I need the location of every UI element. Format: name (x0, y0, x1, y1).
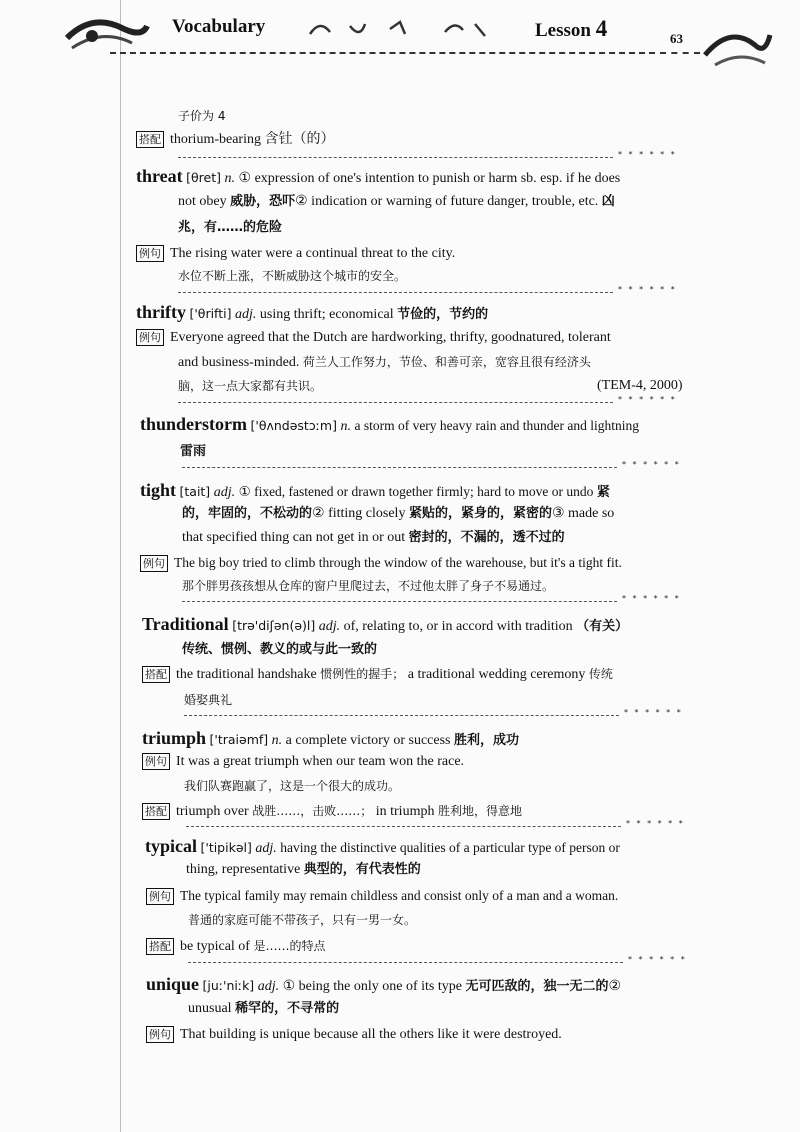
definition: ③ made so (551, 506, 615, 521)
example-text: Everyone agreed that the Dutch are hardworking, thrifty, goodnatured, tolerant (170, 330, 611, 345)
collocation-cn: 胜利地，得意地 (437, 804, 522, 818)
definition-continued (0, 860, 800, 880)
section-title: Vocabulary (172, 16, 266, 37)
example-cn: 水位不断上涨，不断威胁这个城市的安全。 (178, 269, 407, 283)
phonetic: ['θʌndəstɔːm] (250, 418, 337, 433)
collocation-text: thorium-bearing 含钍（的） (170, 132, 335, 147)
definition: unusual (188, 1001, 232, 1016)
phonetic: [juː'niːk] (202, 978, 255, 993)
definition-cn: 威胁，恐吓 (230, 194, 296, 209)
headword: unique (146, 974, 200, 994)
entry-tight (0, 480, 800, 503)
definition: having the distinctive qualities of a particular type of person or (280, 840, 620, 855)
phonetic: [trə'diʃən(ə)l] (232, 618, 316, 633)
header-rule-right (660, 52, 700, 54)
headword: thrifty (136, 302, 186, 322)
definition: ① fixed, fastened or drawn together firmly; hard to move or undo (238, 484, 594, 499)
separator-stars: * * * * * * (618, 285, 677, 294)
example-tag: 例句 (146, 1026, 174, 1043)
example-cn: 那个胖男孩孩想从仓库的窗户里爬过去，不过他太胖了身子不易通过。 (182, 579, 555, 593)
entry-threat (0, 166, 800, 189)
definition-cn: 凶 (601, 194, 615, 209)
phonetic: ['traiəmf] (209, 732, 269, 747)
headword: threat (136, 166, 183, 186)
definition-cn: 典型的，有代表性的 (303, 862, 421, 877)
collocation-text: in triumph (375, 804, 435, 819)
headword: thunderstorm (140, 414, 247, 434)
lesson-number: 4 (595, 16, 608, 41)
definition: ② (608, 979, 622, 994)
entry-tail-note (0, 106, 800, 127)
part-of-speech: adj. (255, 841, 277, 856)
lesson-word: Lesson (535, 20, 591, 41)
collocation-row (0, 936, 800, 957)
collocation-cn: 是……的特点 (253, 939, 326, 953)
definition-cn: 密封的，不漏的，透不过的 (408, 530, 565, 545)
definition-cn: 紧贴的，紧身的，紧密的 (408, 506, 552, 521)
collocation-tag: 搭配 (142, 803, 170, 820)
definition-cn: 传统、惯例、教义的或与此一致的 (182, 642, 378, 657)
separator-stars: * * * * * * (626, 819, 685, 828)
phonetic: [θret] (186, 170, 222, 185)
entry-traditional (0, 614, 800, 637)
page-number: 63 (670, 31, 683, 46)
separator-stars: * * * * * * (622, 594, 681, 603)
definition-continued (0, 192, 800, 212)
phonetic: ['tipikəl] (200, 840, 252, 855)
headword: triumph (142, 728, 207, 748)
collocation-text: be typical of (180, 939, 250, 954)
example-row (0, 752, 800, 772)
entry-separator (188, 955, 698, 968)
part-of-speech: adj. (318, 619, 341, 634)
definition-cn: 节俭的，节约的 (397, 307, 489, 322)
headword: tight (140, 480, 176, 500)
part-of-speech: n. (340, 419, 351, 434)
collocation-cn: 战胜……，击败……； (252, 804, 373, 818)
entry-thunderstorm (0, 414, 800, 437)
definition: thing, representative (186, 862, 301, 877)
page-header (0, 0, 800, 90)
definition-cn: 兆，有……的危险 (178, 220, 283, 235)
example-translation (0, 910, 800, 931)
definition-continued (0, 442, 800, 462)
entry-separator (184, 708, 694, 721)
definition-cn: 稀罕的，不寻常的 (235, 1001, 340, 1016)
example-tag: 例句 (140, 555, 168, 572)
separator-stars: * * * * * * (624, 708, 683, 717)
definition-continued (0, 218, 800, 238)
example-text: and business-minded. (178, 355, 300, 370)
definition-cn: 无可匹敌的，独一无二的 (465, 979, 609, 994)
collocation-row (0, 664, 800, 685)
example-cn: 脑，这一点大家都有共识。 (178, 379, 323, 393)
part-of-speech: adj. (235, 307, 257, 322)
definition: a complete victory or success (285, 733, 451, 748)
definition: ① being the only one of its type (282, 979, 462, 994)
exam-source (597, 376, 683, 396)
collocation-cn: 婚娶典礼 (184, 693, 233, 707)
definition: not obey (178, 194, 227, 209)
example-tag: 例句 (142, 753, 170, 770)
definition-continued (0, 640, 800, 660)
example-cn: 我们队赛跑赢了，这是一个很大的成功。 (184, 779, 401, 793)
example-continued (0, 352, 800, 373)
entry-separator (178, 285, 688, 298)
collocation-text: the traditional handshake (176, 667, 317, 682)
entry-separator (178, 150, 688, 163)
part-of-speech: n. (271, 733, 283, 748)
definition-cn: 雷雨 (180, 444, 207, 459)
collocation-text: a traditional wedding ceremony (407, 667, 586, 682)
header-rule (110, 52, 655, 54)
entry-thrifty (0, 302, 800, 325)
example-text: That building is unique because all the others like it were destroyed. (180, 1027, 562, 1042)
definition-cn: 紧 (596, 485, 610, 500)
example-tag: 例句 (136, 329, 164, 346)
entry-typical (0, 836, 800, 859)
collocation-cn: 传统 (588, 667, 613, 681)
example-row (0, 1025, 800, 1045)
example-translation (0, 776, 800, 797)
entry-separator (182, 460, 692, 473)
collocation-tag: 搭配 (136, 131, 164, 148)
headword: typical (145, 836, 197, 856)
collocation-cn: 惯例性的握手； (320, 667, 405, 681)
separator-stars: * * * * * * (618, 395, 677, 404)
headword: Traditional (142, 614, 229, 634)
separator-stars: * * * * * * (628, 955, 687, 964)
flourish-decoration (700, 15, 775, 75)
swoosh-decoration (62, 8, 152, 58)
definition-continued (0, 528, 800, 548)
example-text: It was a great triumph when our team won the race. (176, 754, 465, 769)
separator-stars: * * * * * * (622, 460, 681, 469)
definition: a storm of very heavy rain and thunder and lightning (354, 418, 640, 433)
source-citation: (TEM-4, 2000) (597, 378, 683, 393)
example-row (0, 886, 800, 907)
example-cn: 普通的家庭可能不带孩子，只有一男一女。 (188, 913, 417, 927)
entry-separator (182, 594, 692, 607)
definition: of, relating to, or in accord with tradition (343, 619, 573, 634)
example-tag: 例句 (136, 245, 164, 262)
example-text: The big boy tried to climb through the window of the warehouse, but it's a tight fit. (174, 555, 622, 570)
example-translation (0, 266, 800, 287)
definition: that specified thing can not get in or out (182, 530, 406, 545)
example-row (0, 328, 800, 348)
example-row (0, 553, 800, 574)
part-of-speech: n. (224, 171, 236, 186)
doodle-decoration (305, 14, 495, 44)
collocation-row (0, 130, 800, 150)
entry-unique (0, 974, 800, 997)
separator-stars: * * * * * * (618, 150, 677, 159)
definition: ② indication or warning of future danger, trouble, etc. (295, 194, 599, 209)
entry-separator (186, 819, 696, 832)
definition-continued (0, 999, 800, 1019)
phonetic: [tait] (179, 484, 211, 499)
phonetic: ['θrifti] (189, 306, 232, 321)
definition: using thrift; economical (259, 307, 394, 322)
collocation-tag: 搭配 (142, 666, 170, 683)
example-tag: 例句 (146, 888, 174, 905)
example-text: The rising water were a continual threat to the city. (170, 246, 456, 261)
note-text: 子价为 4 (178, 109, 226, 123)
collocation-text: triumph over (176, 804, 249, 819)
part-of-speech: adj. (257, 979, 280, 994)
definition: ① expression of one's intention to punish or harm sb. esp. if he does (238, 171, 621, 186)
definition-continued (0, 504, 800, 524)
entry-separator (178, 395, 688, 408)
collocation-tag: 搭配 (146, 938, 174, 955)
definition-cn: 胜利，成功 (453, 733, 519, 748)
example-row (0, 244, 800, 264)
definition-cn: 的，牢固的，不松动的 (182, 506, 313, 521)
definition-cn: （有关） (576, 619, 629, 634)
lesson-label (535, 16, 607, 42)
entry-triumph (0, 728, 800, 751)
definition: ② fitting closely (312, 506, 406, 521)
part-of-speech: adj. (213, 485, 236, 500)
example-text: The typical family may remain childless and consist only of a man and a woman. (180, 888, 619, 903)
example-cn: 荷兰人工作努力，节俭、和善可亲，宽容且很有经济头 (302, 355, 591, 369)
